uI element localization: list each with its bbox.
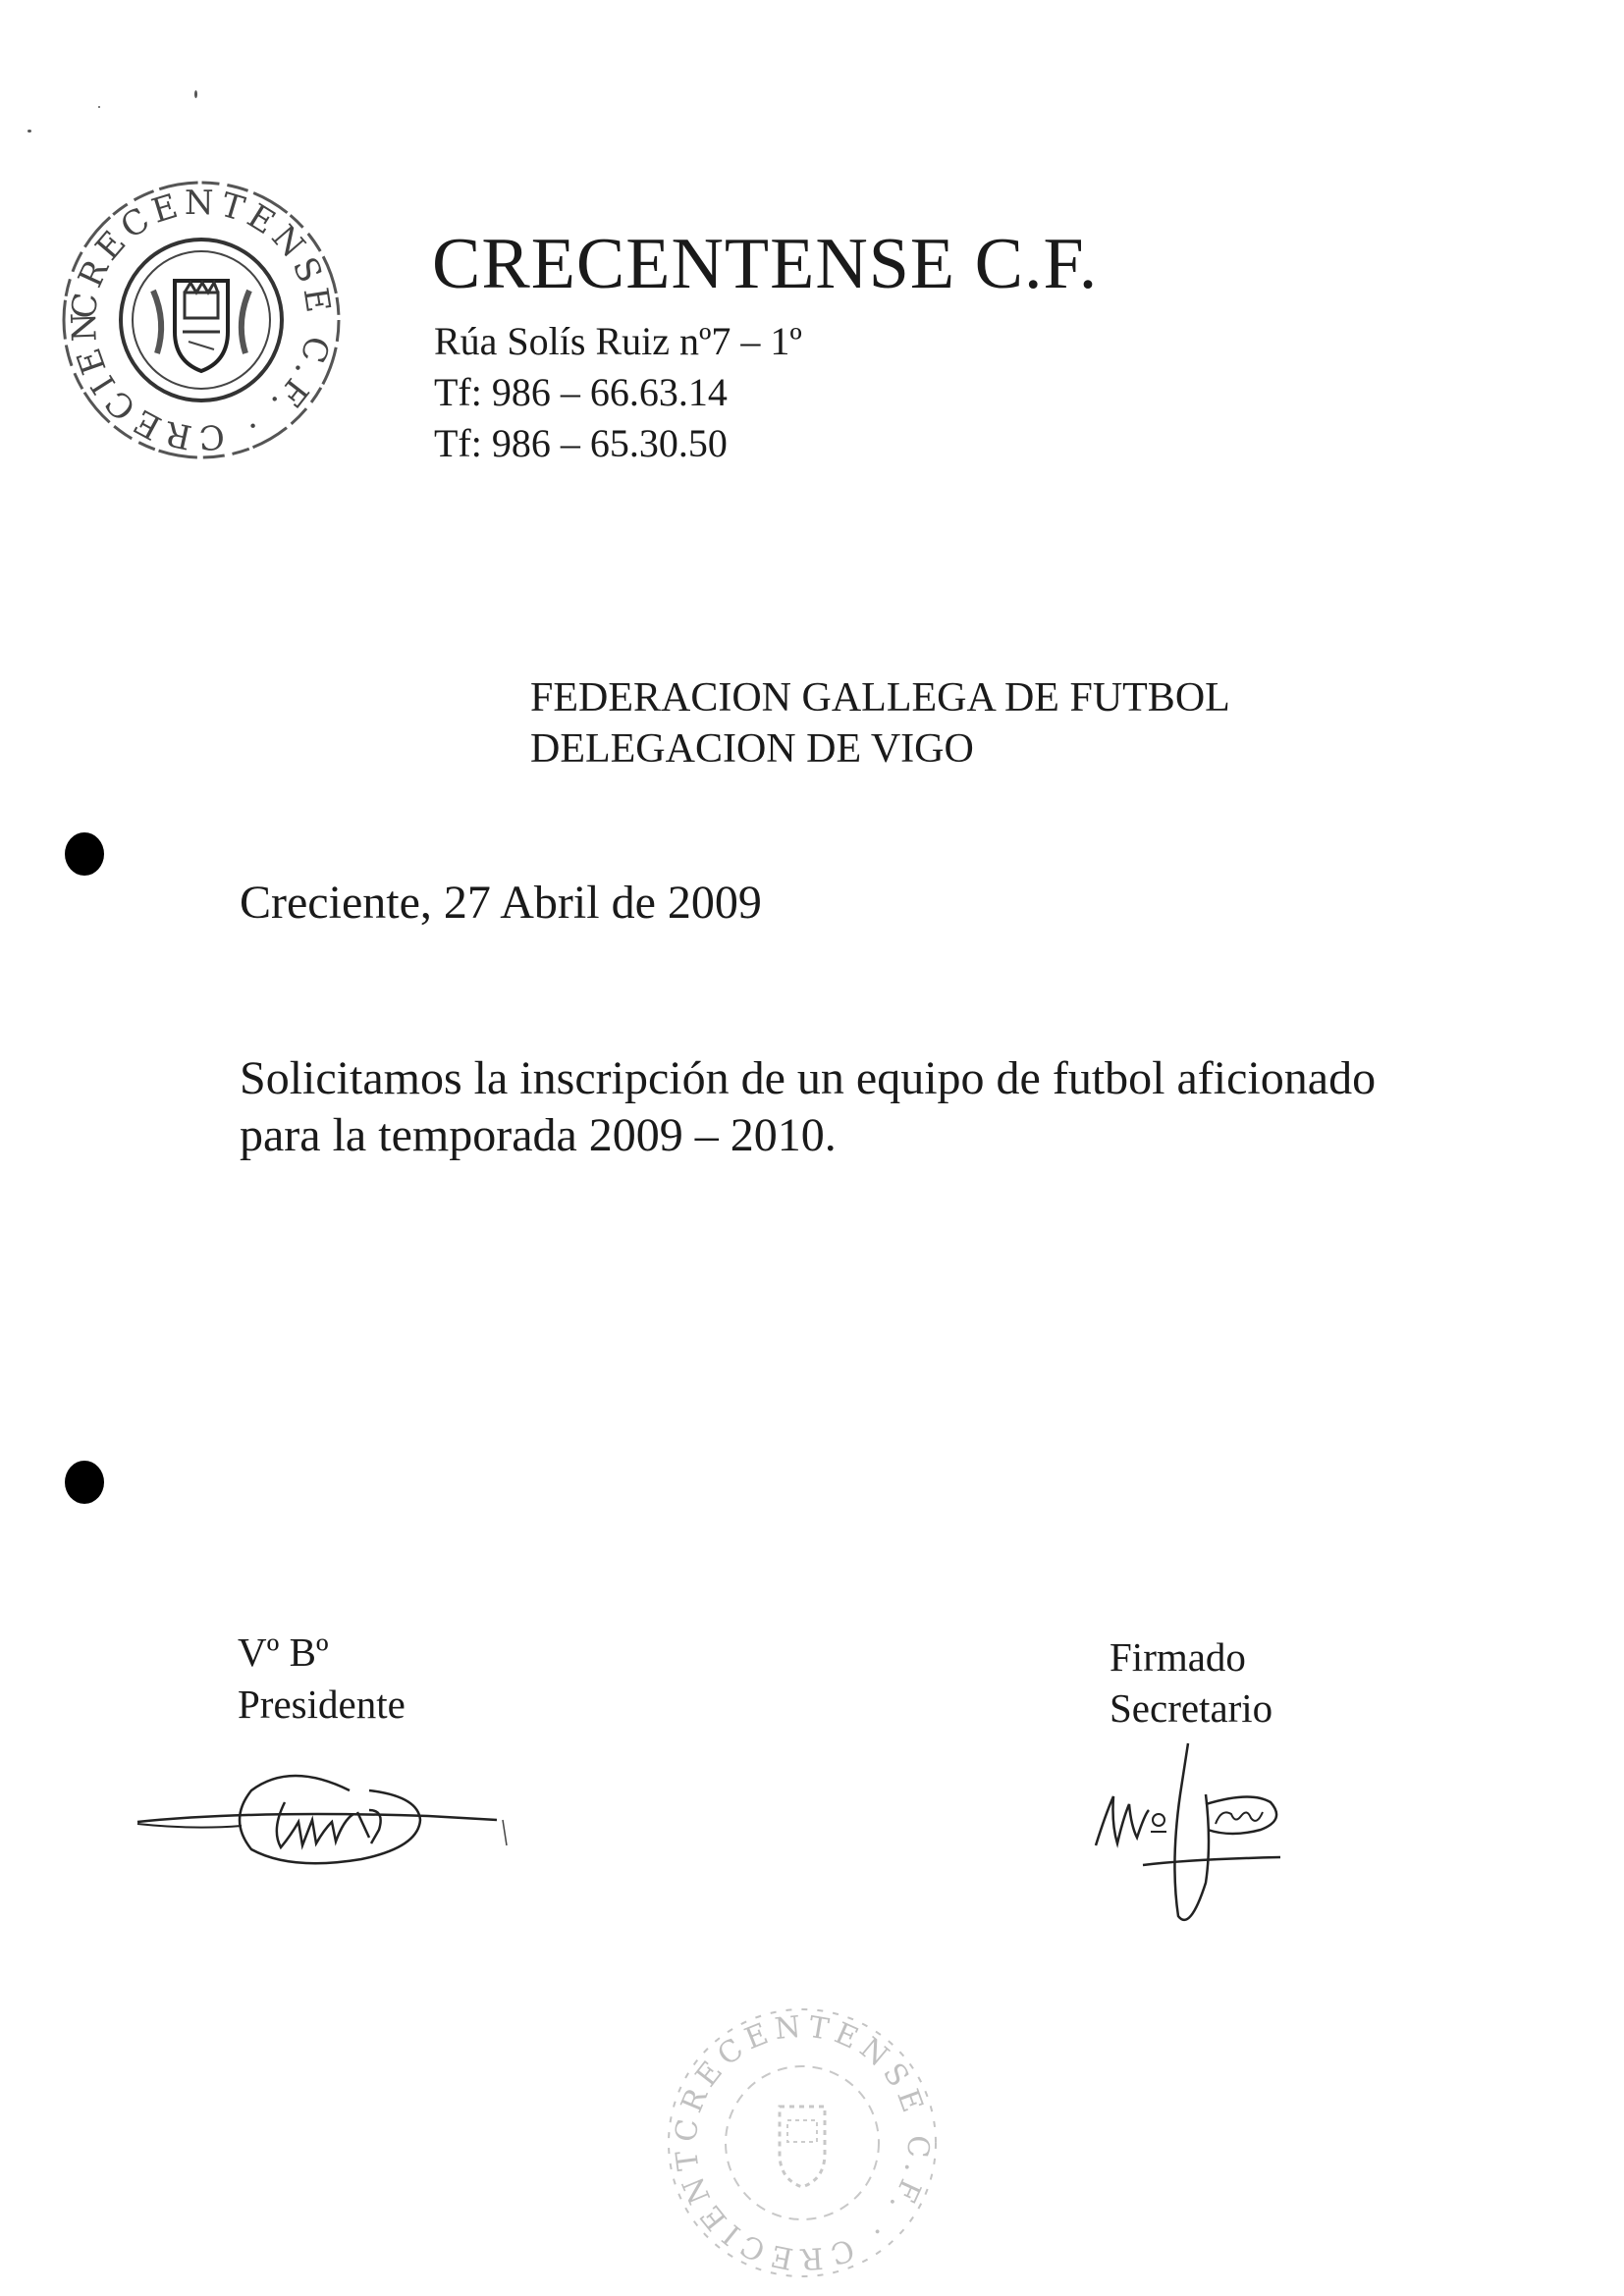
recipient-federation: FEDERACION GALLEGA DE FUTBOL [530, 675, 1230, 721]
faded-club-stamp-icon [646, 1974, 945, 2285]
seal-ring-text: CRECENTENSE C.F. · CRECIENTE [44, 144, 339, 457]
scan-speck [194, 90, 197, 98]
punch-hole [65, 832, 104, 876]
letter-body-line-2: para la temporada 2009 – 2010. [240, 1109, 837, 1161]
club-phone-1: Tf: 986 – 66.63.14 [434, 370, 728, 414]
scan-speck [27, 130, 31, 133]
secretary-signature-icon [1084, 1735, 1300, 1928]
recipient-delegation: DELEGACION DE VIGO [530, 726, 974, 772]
club-address: Rúa Solís Ruiz nº7 – 1º [434, 319, 802, 363]
svg-text:CRECENTENSE C.F. · CRECIENTE [44, 144, 339, 457]
faded-stamp-ring-text: CRECENTENSE C.F. · CRECIENTE [646, 1974, 936, 2276]
svg-text:CRECENTENSE C.F. · CRECIENTE [646, 1974, 935, 2276]
secretary-label: Secretario [1110, 1685, 1273, 1731]
letter-date: Creciente, 27 Abril de 2009 [240, 877, 762, 929]
president-approval-label: Vº Bº [238, 1629, 329, 1675]
punch-hole [65, 1461, 104, 1504]
signed-label: Firmado [1110, 1634, 1246, 1680]
club-seal-icon [44, 144, 344, 465]
president-signature-icon [134, 1751, 507, 1881]
letter-body-line-1: Solicitamos la inscripción de un equipo de futbol aficionado [240, 1052, 1377, 1104]
president-label: Presidente [238, 1682, 406, 1727]
club-name: CRECENTENSE C.F. [432, 224, 1099, 304]
scan-speck [98, 106, 100, 108]
club-phone-2: Tf: 986 – 65.30.50 [434, 421, 728, 465]
